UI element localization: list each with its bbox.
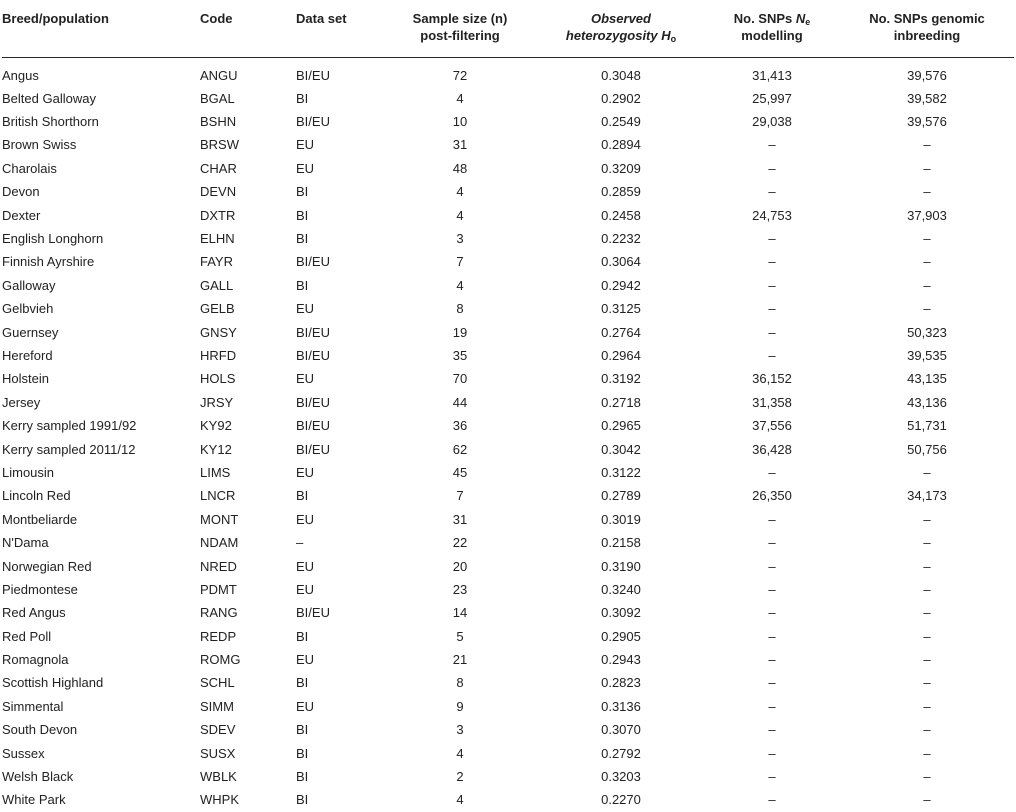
cell-code: REDP <box>200 628 237 644</box>
cell-breed: Welsh Black <box>2 769 74 785</box>
cell-code: GALL <box>200 277 234 293</box>
cell-dataset: BI <box>296 722 309 738</box>
cell-snps-ne: 29,038 <box>752 114 792 130</box>
cell-snps-inbreeding: 50,756 <box>907 441 947 457</box>
cell-heterozygosity: 0.2458 <box>601 207 641 223</box>
cell-snps-inbreeding: – <box>923 254 931 270</box>
cell-code: HOLS <box>200 371 236 387</box>
cell-breed: British Shorthorn <box>2 114 99 130</box>
cell-sample-size: 9 <box>456 698 464 714</box>
cell-code: PDMT <box>200 581 237 597</box>
cell-snps-ne: – <box>768 628 776 644</box>
table-row <box>2 110 1014 133</box>
cell-snps-inbreeding: – <box>923 628 931 644</box>
cell-snps-ne: – <box>768 792 776 808</box>
cell-sample-size: 4 <box>456 184 464 200</box>
cell-snps-ne: – <box>768 160 776 176</box>
table-row <box>2 391 1014 414</box>
cell-snps-ne: – <box>768 745 776 761</box>
cell-sample-size: 8 <box>456 301 464 317</box>
cell-code: WHPK <box>200 792 239 808</box>
cell-breed: English Longhorn <box>2 231 104 247</box>
cell-snps-ne: – <box>768 464 776 480</box>
cell-heterozygosity: 0.2905 <box>601 628 641 644</box>
cell-snps-ne: – <box>768 581 776 597</box>
cell-sample-size: 22 <box>452 535 468 551</box>
table-row <box>2 695 1014 718</box>
cell-sample-size: 14 <box>452 605 468 621</box>
cell-code: BRSW <box>200 137 239 153</box>
cell-heterozygosity: 0.3136 <box>601 698 641 714</box>
cell-snps-ne: – <box>768 605 776 621</box>
table-row <box>2 227 1014 250</box>
cell-sample-size: 20 <box>452 558 468 574</box>
cell-heterozygosity: 0.2942 <box>601 277 641 293</box>
cell-heterozygosity: 0.3092 <box>601 605 641 621</box>
cell-breed: Norwegian Red <box>2 558 92 574</box>
cell-snps-ne: 24,753 <box>752 207 792 223</box>
cell-dataset: BI/EU <box>296 347 330 363</box>
table-row <box>2 555 1014 578</box>
cell-snps-inbreeding: 39,576 <box>907 114 947 130</box>
cell-heterozygosity: 0.2964 <box>601 347 641 363</box>
cell-sample-size: 7 <box>456 254 464 270</box>
cell-breed: Gelbvieh <box>2 301 54 317</box>
cell-breed: Angus <box>2 67 39 83</box>
cell-breed: Sussex <box>2 745 45 761</box>
cell-code: KY92 <box>200 418 232 434</box>
cell-code: JRSY <box>200 394 234 410</box>
cell-breed: Finnish Ayrshire <box>2 254 95 270</box>
cell-snps-ne: 31,358 <box>752 394 792 410</box>
table-row <box>2 414 1014 437</box>
cell-sample-size: 10 <box>452 114 468 130</box>
header-row <box>2 0 1014 57</box>
cell-sample-size: 70 <box>452 371 468 387</box>
cell-sample-size: 3 <box>456 722 464 738</box>
table-row <box>2 298 1014 321</box>
cell-sample-size: 35 <box>452 347 468 363</box>
table-row <box>2 485 1014 508</box>
cell-heterozygosity: 0.2902 <box>601 90 641 106</box>
cell-sample-size: 72 <box>452 67 468 83</box>
table-row <box>2 578 1014 601</box>
cell-heterozygosity: 0.2943 <box>601 652 641 668</box>
cell-heterozygosity: 0.3042 <box>601 441 641 457</box>
table-row <box>2 181 1014 204</box>
cell-breed: Devon <box>2 184 40 200</box>
cell-snps-ne: – <box>768 137 776 153</box>
table-row <box>2 344 1014 367</box>
cell-sample-size: 23 <box>452 581 468 597</box>
table-row <box>2 672 1014 695</box>
cell-code: FAYR <box>200 254 233 270</box>
cell-dataset: BI/EU <box>296 418 330 434</box>
cell-sample-size: 4 <box>456 792 464 808</box>
cell-snps-inbreeding: – <box>923 231 931 247</box>
cell-dataset: BI <box>296 628 309 644</box>
cell-breed: Limousin <box>2 464 55 480</box>
cell-dataset: EU <box>296 652 315 668</box>
cell-snps-inbreeding: 39,582 <box>907 90 947 106</box>
cell-snps-ne: – <box>768 675 776 691</box>
cell-sample-size: 36 <box>452 418 468 434</box>
cell-snps-inbreeding: – <box>923 722 931 738</box>
cell-breed: Holstein <box>2 371 49 387</box>
cell-dataset: BI/EU <box>296 605 330 621</box>
cell-snps-inbreeding: 43,136 <box>907 394 947 410</box>
table-row <box>2 57 1014 87</box>
cell-snps-inbreeding: – <box>923 535 931 551</box>
cell-code: ROMG <box>200 652 241 668</box>
cell-heterozygosity: 0.3190 <box>601 558 641 574</box>
table-body <box>2 57 1014 812</box>
cell-breed: Montbeliarde <box>2 511 78 527</box>
cell-snps-ne: – <box>768 231 776 247</box>
header-sample-size: Sample size (n) post-filtering <box>382 0 542 57</box>
cell-breed: Charolais <box>2 160 57 176</box>
table-row <box>2 251 1014 274</box>
cell-snps-ne: – <box>768 652 776 668</box>
cell-breed: Kerry sampled 1991/92 <box>2 418 137 434</box>
table-row <box>2 531 1014 554</box>
cell-snps-inbreeding: – <box>923 652 931 668</box>
cell-snps-inbreeding: – <box>923 160 931 176</box>
cell-breed: South Devon <box>2 722 78 738</box>
cell-breed: Guernsey <box>2 324 59 340</box>
cell-dataset: BI/EU <box>296 114 330 130</box>
cell-heterozygosity: 0.3240 <box>601 581 641 597</box>
cell-dataset: BI <box>296 745 309 761</box>
cell-dataset: EU <box>296 160 315 176</box>
cell-sample-size: 21 <box>452 652 468 668</box>
cell-heterozygosity: 0.3192 <box>601 371 641 387</box>
cell-sample-size: 4 <box>456 277 464 293</box>
cell-breed: Lincoln Red <box>2 488 71 504</box>
cell-code: SUSX <box>200 745 236 761</box>
cell-snps-inbreeding: – <box>923 511 931 527</box>
table-header <box>2 0 1014 57</box>
cell-snps-ne: 37,556 <box>752 418 792 434</box>
cell-code: ELHN <box>200 231 235 247</box>
cell-snps-ne: 31,413 <box>752 67 792 83</box>
cell-snps-ne: 36,152 <box>752 371 792 387</box>
cell-snps-inbreeding: 37,903 <box>907 207 947 223</box>
cell-dataset: BI <box>296 675 309 691</box>
cell-heterozygosity: 0.2718 <box>601 394 641 410</box>
cell-snps-inbreeding: – <box>923 745 931 761</box>
cell-sample-size: 8 <box>456 675 464 691</box>
cell-snps-inbreeding: 51,731 <box>907 418 947 434</box>
cell-dataset: EU <box>296 581 315 597</box>
table-row <box>2 438 1014 461</box>
cell-snps-ne: – <box>768 535 776 551</box>
cell-snps-ne: – <box>768 722 776 738</box>
cell-snps-ne: 26,350 <box>752 488 792 504</box>
cell-breed: Brown Swiss <box>2 137 77 153</box>
cell-sample-size: 19 <box>452 324 468 340</box>
cell-heterozygosity: 0.2823 <box>601 675 641 691</box>
cell-breed: N'Dama <box>2 535 49 551</box>
cell-heterozygosity: 0.3125 <box>601 301 641 317</box>
cell-dataset: EU <box>296 464 315 480</box>
cell-sample-size: 7 <box>456 488 464 504</box>
cell-sample-size: 4 <box>456 745 464 761</box>
cell-heterozygosity: 0.3019 <box>601 511 641 527</box>
cell-breed: Jersey <box>2 394 41 410</box>
table-row <box>2 274 1014 297</box>
table-row <box>2 765 1014 788</box>
cell-snps-inbreeding: – <box>923 581 931 597</box>
cell-sample-size: 2 <box>456 769 464 785</box>
cell-sample-size: 3 <box>456 231 464 247</box>
table-row <box>2 508 1014 531</box>
cell-heterozygosity: 0.2158 <box>601 535 641 551</box>
cell-breed: Piedmontese <box>2 581 78 597</box>
cell-sample-size: 31 <box>452 511 468 527</box>
table-row <box>2 134 1014 157</box>
cell-code: MONT <box>200 511 239 527</box>
table-row <box>2 648 1014 671</box>
table-row <box>2 742 1014 765</box>
cell-dataset: EU <box>296 558 315 574</box>
cell-code: SIMM <box>200 698 234 714</box>
cell-code: DEVN <box>200 184 237 200</box>
cell-snps-inbreeding: – <box>923 605 931 621</box>
cell-sample-size: 48 <box>452 160 468 176</box>
header-snps-ne: No. SNPs $N_e$ modelling <box>704 0 844 57</box>
cell-code: CHAR <box>200 160 237 176</box>
cell-dataset: BI/EU <box>296 254 330 270</box>
cell-sample-size: 62 <box>452 441 468 457</box>
cell-heterozygosity: 0.2270 <box>601 792 641 808</box>
table-row <box>2 87 1014 110</box>
table-row <box>2 204 1014 227</box>
cell-snps-ne: – <box>768 184 776 200</box>
cell-breed: Scottish Highland <box>2 675 104 691</box>
table-row <box>2 602 1014 625</box>
cell-dataset: – <box>296 535 304 551</box>
header-breed: Breed/population <box>2 0 200 57</box>
header-code: Code <box>200 0 296 57</box>
cell-snps-inbreeding: 39,576 <box>907 67 947 83</box>
cell-sample-size: 45 <box>452 464 468 480</box>
cell-snps-ne: 36,428 <box>752 441 792 457</box>
cell-snps-inbreeding: – <box>923 277 931 293</box>
cell-sample-size: 5 <box>456 628 464 644</box>
cell-code: GNSY <box>200 324 237 340</box>
cell-code: SCHL <box>200 675 235 691</box>
cell-dataset: EU <box>296 371 315 387</box>
cell-heterozygosity: 0.2232 <box>601 231 641 247</box>
cell-snps-ne: – <box>768 254 776 270</box>
cell-code: ANGU <box>200 67 238 83</box>
cell-breed: Red Angus <box>2 605 66 621</box>
breed-statistics-table <box>2 0 1014 812</box>
cell-code: BSHN <box>200 114 237 130</box>
cell-snps-inbreeding: – <box>923 792 931 808</box>
cell-code: LNCR <box>200 488 236 504</box>
cell-breed: Kerry sampled 2011/12 <box>2 441 136 457</box>
cell-dataset: BI <box>296 207 309 223</box>
cell-breed: Dexter <box>2 207 41 223</box>
table-row <box>2 625 1014 648</box>
cell-breed: Romagnola <box>2 652 69 668</box>
cell-dataset: BI <box>296 90 309 106</box>
cell-code: BGAL <box>200 90 235 106</box>
cell-breed: Belted Galloway <box>2 90 96 106</box>
cell-snps-inbreeding: 34,173 <box>907 488 947 504</box>
table-row <box>2 157 1014 180</box>
cell-snps-inbreeding: – <box>923 675 931 691</box>
cell-snps-inbreeding: – <box>923 769 931 785</box>
header-snps-inbreeding: No. SNPs genomic inbreeding <box>844 0 1014 57</box>
cell-heterozygosity: 0.2965 <box>601 418 641 434</box>
cell-code: SDEV <box>200 722 236 738</box>
cell-snps-inbreeding: 50,323 <box>907 324 947 340</box>
cell-dataset: BI <box>296 184 309 200</box>
cell-sample-size: 44 <box>452 394 468 410</box>
cell-code: WBLK <box>200 769 237 785</box>
cell-sample-size: 31 <box>452 137 468 153</box>
cell-breed: Red Poll <box>2 628 52 644</box>
cell-dataset: BI <box>296 231 309 247</box>
cell-snps-inbreeding: 43,135 <box>907 371 947 387</box>
cell-breed: White Park <box>2 792 66 808</box>
cell-dataset: BI/EU <box>296 324 330 340</box>
cell-code: DXTR <box>200 207 236 223</box>
cell-code: NDAM <box>200 535 239 551</box>
cell-dataset: BI <box>296 769 309 785</box>
cell-heterozygosity: 0.3048 <box>601 67 641 83</box>
cell-snps-ne: – <box>768 698 776 714</box>
table-row <box>2 368 1014 391</box>
table-row <box>2 461 1014 484</box>
cell-heterozygosity: 0.3122 <box>601 464 641 480</box>
cell-snps-ne: – <box>768 347 776 363</box>
cell-code: RANG <box>200 605 238 621</box>
cell-code: GELB <box>200 301 235 317</box>
cell-snps-ne: – <box>768 277 776 293</box>
cell-snps-inbreeding: – <box>923 464 931 480</box>
cell-heterozygosity: 0.2789 <box>601 488 641 504</box>
cell-snps-inbreeding: – <box>923 558 931 574</box>
cell-sample-size: 4 <box>456 207 464 223</box>
cell-snps-inbreeding: – <box>923 184 931 200</box>
table-row <box>2 789 1014 812</box>
cell-sample-size: 4 <box>456 90 464 106</box>
cell-snps-inbreeding: – <box>923 301 931 317</box>
cell-breed: Galloway <box>2 277 56 293</box>
cell-snps-inbreeding: 39,535 <box>907 347 947 363</box>
header-dataset: Data set <box>296 0 382 57</box>
cell-dataset: EU <box>296 698 315 714</box>
cell-code: NRED <box>200 558 237 574</box>
cell-heterozygosity: 0.3203 <box>601 769 641 785</box>
cell-dataset: EU <box>296 301 315 317</box>
cell-snps-ne: – <box>768 324 776 340</box>
cell-dataset: BI/EU <box>296 441 330 457</box>
cell-heterozygosity: 0.2792 <box>601 745 641 761</box>
cell-heterozygosity: 0.3064 <box>601 254 641 270</box>
table-row <box>2 321 1014 344</box>
cell-heterozygosity: 0.2859 <box>601 184 641 200</box>
cell-dataset: EU <box>296 511 315 527</box>
table-row <box>2 719 1014 742</box>
cell-dataset: BI <box>296 792 309 808</box>
cell-dataset: EU <box>296 137 315 153</box>
cell-breed: Simmental <box>2 698 64 714</box>
cell-breed: Hereford <box>2 347 53 363</box>
cell-code: KY12 <box>200 441 232 457</box>
cell-code: HRFD <box>200 347 237 363</box>
cell-dataset: BI/EU <box>296 67 330 83</box>
cell-heterozygosity: 0.3070 <box>601 722 641 738</box>
cell-snps-ne: – <box>768 511 776 527</box>
cell-dataset: BI/EU <box>296 394 330 410</box>
cell-snps-ne: – <box>768 769 776 785</box>
cell-dataset: BI <box>296 277 309 293</box>
cell-heterozygosity: 0.2549 <box>601 114 641 130</box>
cell-snps-ne: – <box>768 558 776 574</box>
cell-snps-ne: – <box>768 301 776 317</box>
cell-heterozygosity: 0.2764 <box>601 324 641 340</box>
cell-heterozygosity: 0.3209 <box>601 160 641 176</box>
cell-heterozygosity: 0.2894 <box>601 137 641 153</box>
cell-snps-ne: 25,997 <box>752 90 792 106</box>
header-heterozygosity: Observed heterozygosity $H_o$ <box>542 0 704 57</box>
cell-snps-inbreeding: – <box>923 137 931 153</box>
cell-dataset: BI <box>296 488 309 504</box>
cell-code: LIMS <box>200 464 231 480</box>
cell-snps-inbreeding: – <box>923 698 931 714</box>
